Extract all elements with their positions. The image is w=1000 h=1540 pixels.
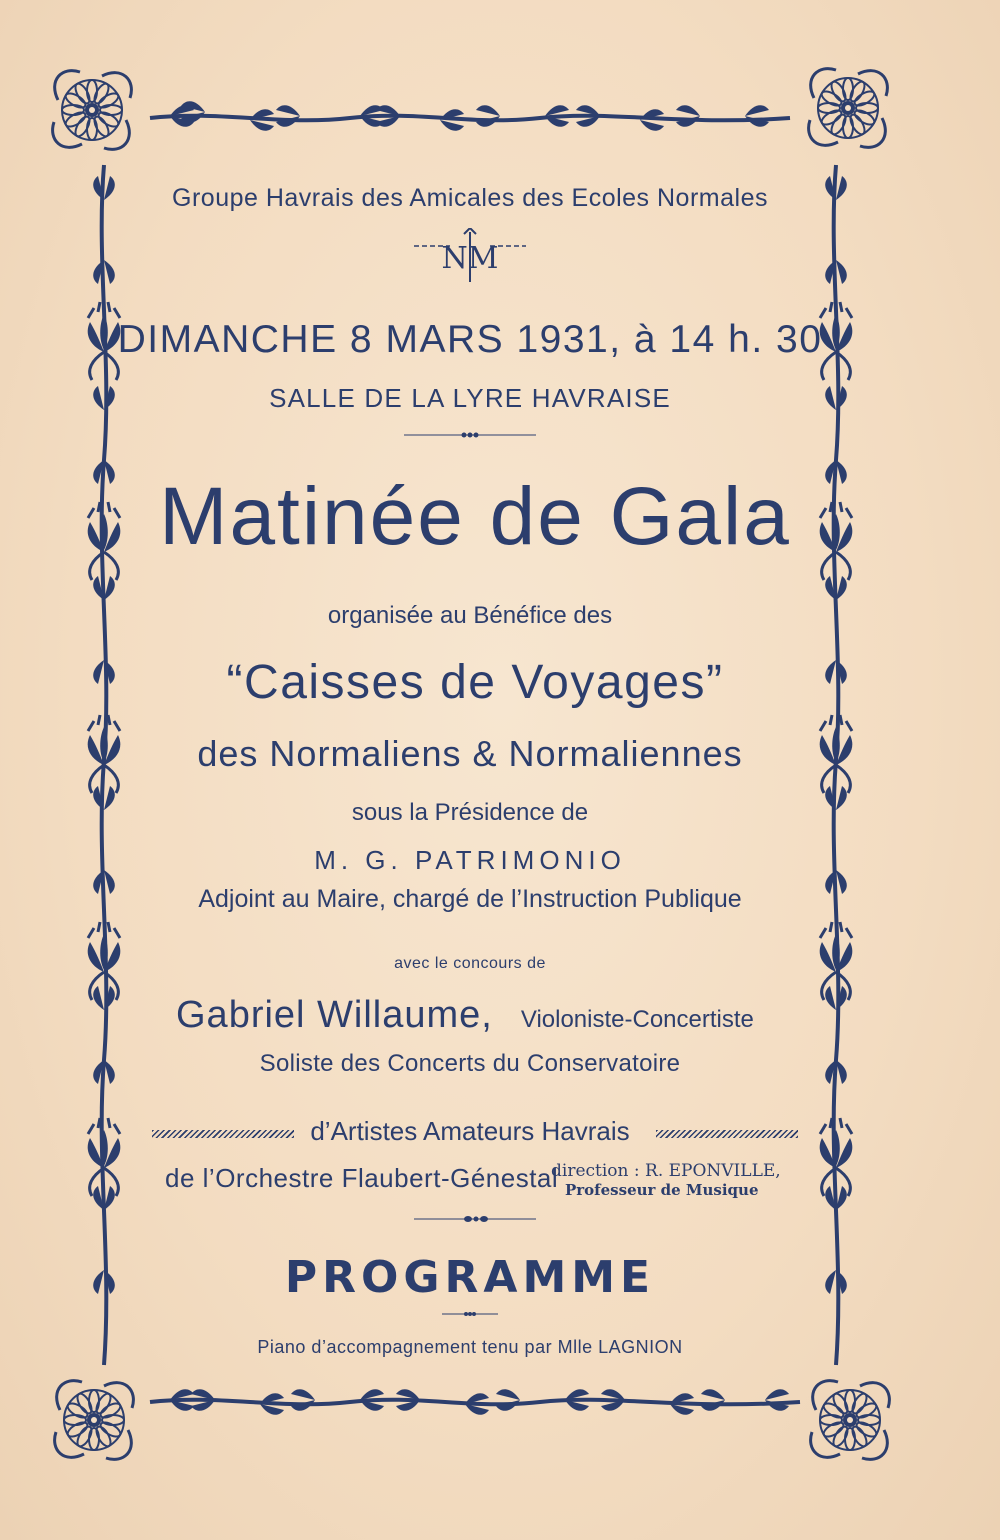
president-title: Adjoint au Maire, chargé de l’Instruction Publique [198, 885, 742, 913]
amateurs-line: d’Artistes Amateurs Havrais [310, 1116, 630, 1146]
concours-line: avec le concours de [394, 955, 546, 972]
event-date: DIMANCHE 8 MARS 1931, à 14 h. 30 [117, 318, 823, 361]
soloist-row [176, 994, 754, 1037]
orchestra-row [165, 1161, 781, 1199]
hatch-right [656, 1130, 798, 1138]
venue-name: SALLE DE LA LYRE HAVRAISE [269, 383, 671, 413]
monogram-icon [412, 228, 528, 286]
orchestra-name: de l’Orchestre Flaubert-Génestal [165, 1163, 559, 1193]
soloist-detail: Soliste des Concerts du Conservatoire [259, 1050, 681, 1077]
programme-heading: PROGRAMME [284, 1252, 656, 1303]
event-title: Matinée de Gala [159, 471, 791, 562]
divider-ornament-3 [440, 1308, 500, 1320]
organizer-line: Groupe Havrais des Amicales des Ecoles Normales [172, 184, 768, 212]
cause-title: “Caisses de Voyages” [226, 656, 724, 709]
beneficiaries-line: des Normaliens & Normaliennes [197, 733, 743, 774]
svg-text:NM: NM [441, 241, 499, 276]
divider-ornament [400, 428, 540, 442]
piano-line: Piano d’accompagnement tenu par Mlle LAGNION [257, 1337, 683, 1357]
soloist-role: Violoniste-Concertiste [520, 1006, 754, 1033]
president-name: M. G. PATRIMONIO [314, 845, 626, 875]
direction-block [551, 1161, 781, 1199]
organised-line: organisée au Bénéfice des [327, 602, 613, 629]
divider-ornament-2 [410, 1212, 540, 1226]
direction-title: Professeur de Musique [565, 1181, 759, 1199]
direction-line: direction : R. EPONVILLE, [551, 1161, 781, 1181]
presidence-intro: sous la Présidence de [351, 799, 589, 826]
soloist-name: Gabriel Willaume, [176, 994, 493, 1036]
